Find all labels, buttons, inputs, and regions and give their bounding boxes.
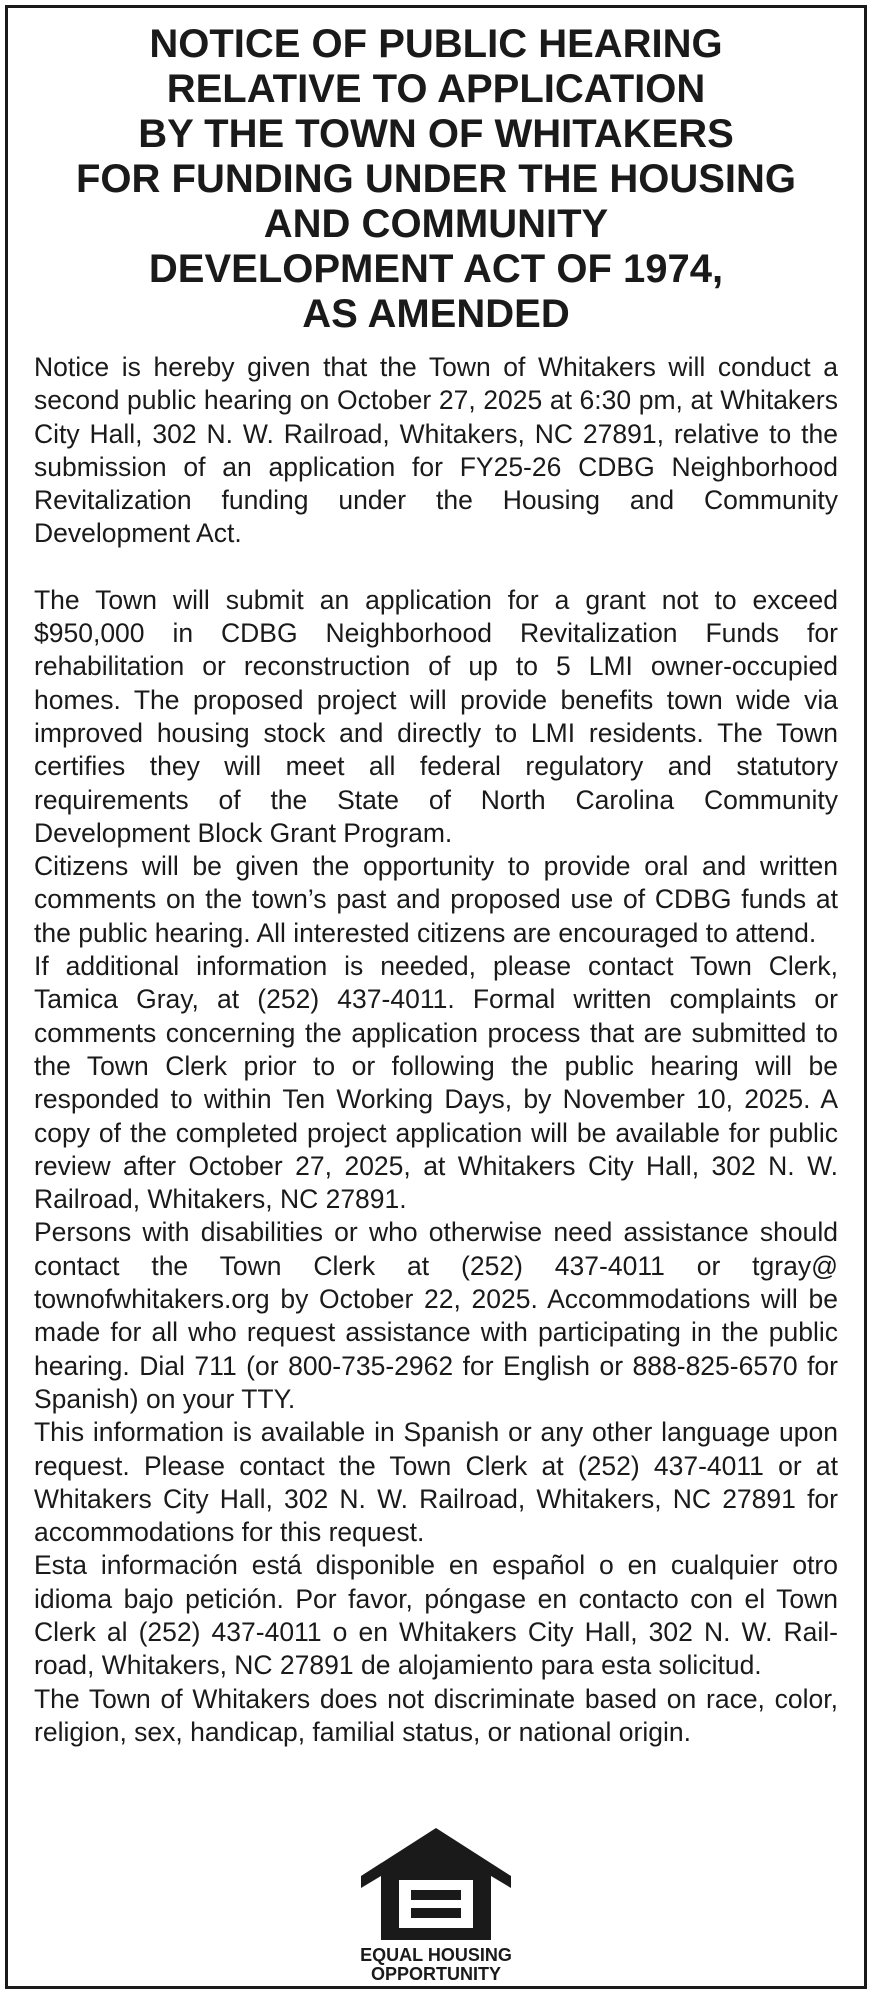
headline-line: BY THE TOWN OF WHITAKERS	[138, 112, 734, 156]
paragraph-language-english: This information is available in Spanish or any other language upon request. Please contact the Town Clerk at (252) 437-4011 or at Whitakers City Hall, 302 N. W. Railroad, Whitakers, NC 27891 for accommodations for this request.	[34, 1417, 838, 1548]
equal-housing-caption	[8, 1946, 864, 1984]
notice-body	[34, 351, 838, 1749]
headline-line: AS AMENDED	[302, 292, 570, 336]
equal-housing-house-icon	[361, 1828, 511, 1940]
headline-line: NOTICE OF PUBLIC HEARING	[149, 22, 723, 66]
equal-housing-logo	[8, 1828, 864, 1984]
paragraph-grant-application: The Town will submit an application for a grant not to exceed $950,000 in CDBG Neighborhood Revitalization Funds for rehabilitation or reconstruction of up to 5 LMI owner-occupied homes. The proposed project will provide benefits town wide via improved housing stock and directly to LMI residents. The Town certifies they will meet all federal regulatory and statutory requirements of the State of North Carolina Community Development Block Grant Program.	[34, 584, 838, 848]
public-notice	[5, 5, 867, 1989]
headline-line: FOR FUNDING UNDER THE HOUSING	[76, 157, 796, 201]
paragraph-additional-information: If additional information is needed, please contact Town Clerk, Tamica Gray, at (252) 437-4011. Formal written complaints or comments concerning the application process that are submitted to the Town Clerk prior to or following the public hearing will be responded to within Ten Working Days, by November 10, 2025. A copy of the completed project application will be available for public review after October 27, 2025, at Whitakers City Hall, 302 N. W. Railroad, Whitakers, NC 27891.	[34, 951, 838, 1215]
notice-headline	[34, 22, 838, 337]
equal-housing-line2: OPPORTUNITY	[370, 1964, 501, 1984]
paragraph-nondiscrimination: The Town of Whitakers does not discriminate based on race, color, religion, sex, handicap, familial status, or national origin.	[34, 1683, 838, 1747]
headline-line: RELATIVE TO APPLICATION	[166, 67, 706, 111]
headline-line: DEVELOPMENT ACT OF 1974,	[148, 247, 724, 291]
paragraph-language-spanish: Esta información está disponible en español o en cualquier otro idioma bajo petición. Por favor, póngase en contacto con el Town Clerk al (252) 437-4011 o en Whitakers City Hall, 302 N. W. Rail-road, Whitakers, NC 27891 de alojamiento para esta solicitud.	[34, 1550, 838, 1681]
headline-line: AND COMMUNITY	[263, 202, 609, 246]
paragraph-hearing-notice: Notice is hereby given that the Town of Whitakers will conduct a second public hearing on October 27, 2025 at 6:30 pm, at Whitakers City Hall, 302 N. W. Railroad, Whitakers, NC 27891, relative to the submission of an application for FY25-26 CDBG Neighborhood Revitalization funding under the Housing and Community Development Act.	[34, 352, 838, 549]
paragraph-citizen-comments: Citizens will be given the opportunity to provide oral and written comments on the town’s past and proposed use of CDBG funds at the public hearing. All interested citizens are encouraged to attend.	[34, 851, 838, 948]
equal-housing-line1: EQUAL HOUSING	[360, 1945, 512, 1965]
paragraph-accessibility: Persons with disabilities or who otherwise need assistance should contact the Town Clerk at (252) 437-4011 or tgray@ townofwhitakers.org by October 22, 2025. Accommodations will be made for all who request assistance with participating in the public hearing. Dial 711 (or 800-735-2962 for English or 888-825-6570 for Spanish) on your TTY.	[34, 1217, 838, 1414]
